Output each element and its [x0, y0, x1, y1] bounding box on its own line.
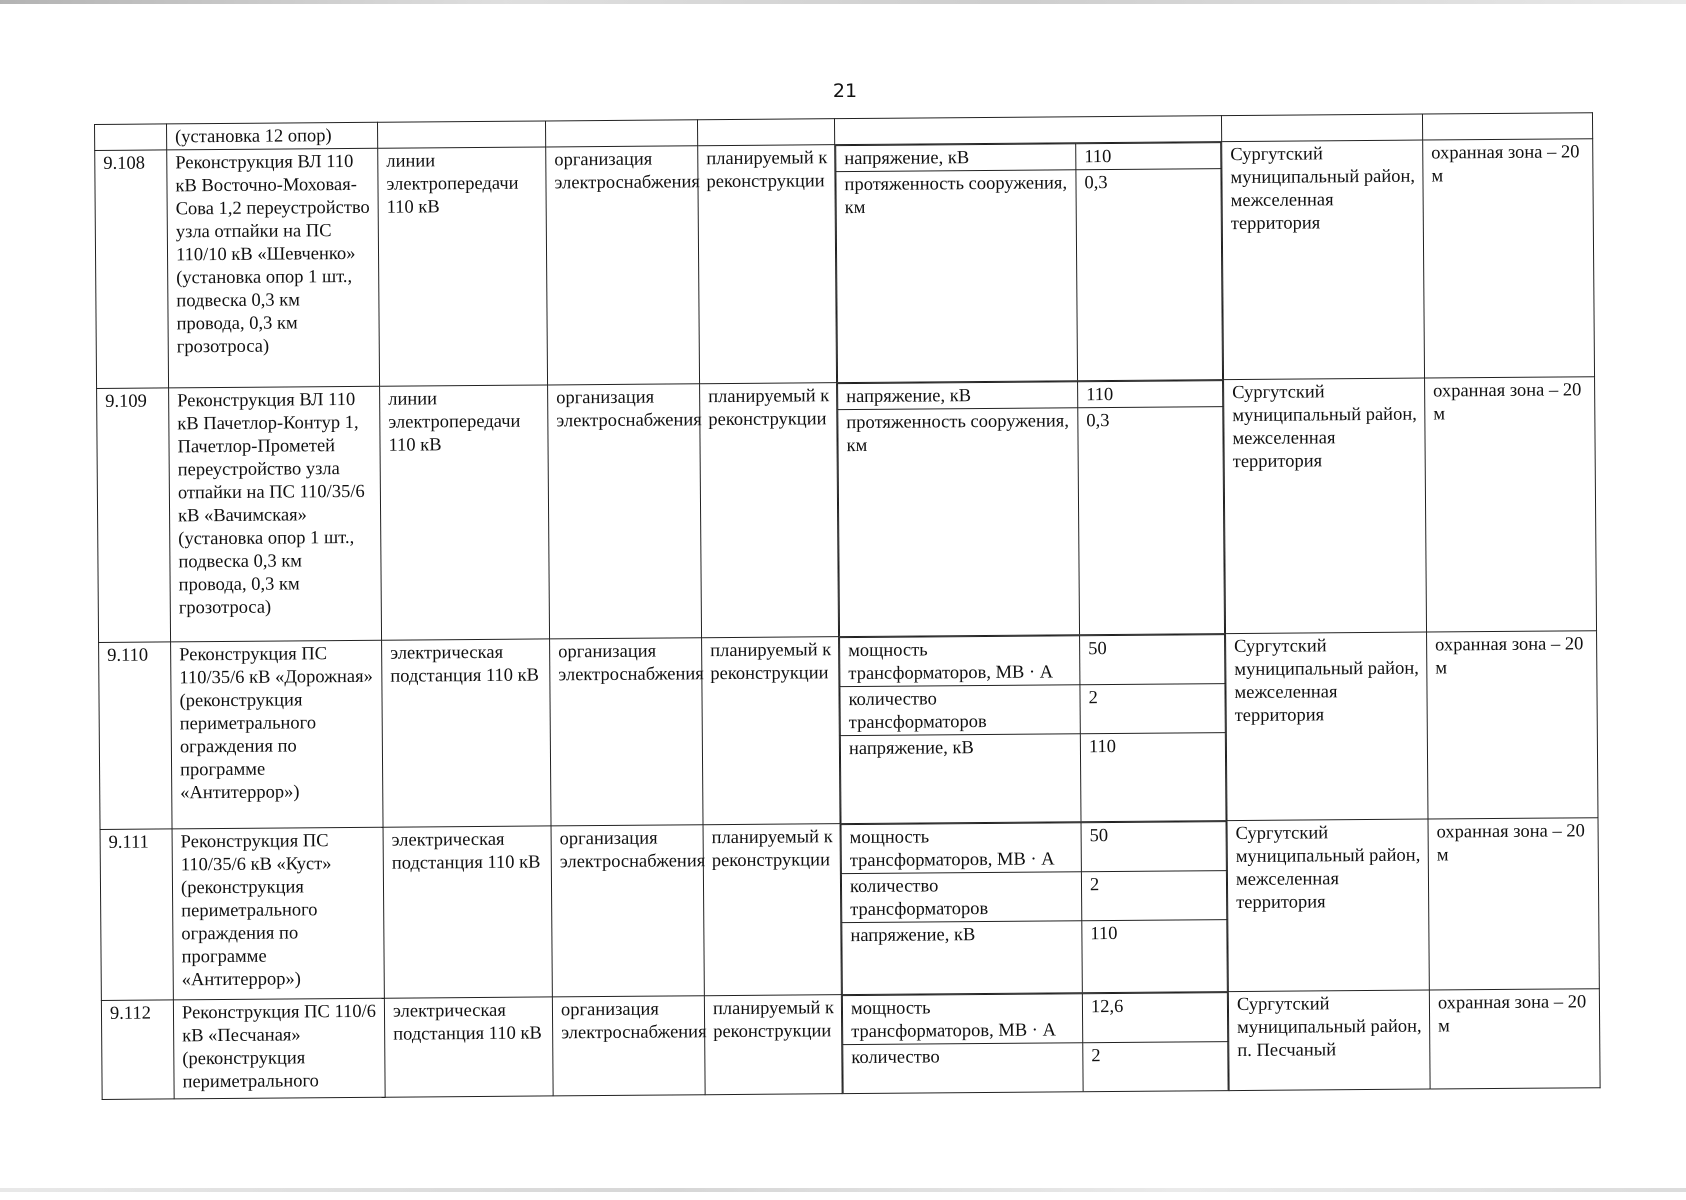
cell-status: [697, 119, 834, 146]
parameter-name: напряжение, кВ: [838, 382, 1078, 410]
cell-parameters: [834, 116, 1221, 145]
facilities-table: [94, 112, 1601, 1100]
cell-number: 9.112: [101, 1000, 174, 1100]
parameter-value: 110: [1076, 143, 1221, 170]
table-row: [100, 818, 1599, 1001]
scan-edge-top: [0, 0, 1686, 4]
cell-parameters: [841, 992, 1229, 1094]
parameter-value: 110: [1078, 381, 1223, 408]
parameter-value: 0,3: [1076, 169, 1223, 381]
cell-zone: охранная зона – 20 м: [1425, 377, 1597, 632]
parameter-row: [838, 381, 1223, 410]
cell-parameters: [835, 142, 1224, 383]
parameter-name: количество трансформаторов: [840, 685, 1080, 736]
parameter-value: 50: [1081, 822, 1226, 872]
parameters-subtable: [841, 821, 1228, 994]
cell-parameters: [837, 380, 1226, 637]
cell-zone: охранная зона – 20 м: [1427, 631, 1598, 819]
cell-type: электрическая подстанция 110 кВ: [384, 997, 553, 1097]
cell-name: Реконструкция ПС 110/35/6 кВ «Куст» (реконструкция периметрального ограждения по программе «Антитеррор»): [172, 827, 384, 1000]
parameter-name: количество: [843, 1043, 1083, 1093]
cell-parameters: [840, 821, 1228, 995]
parameters-subtable: [839, 634, 1226, 823]
cell-zone: охранная зона – 20 м: [1428, 818, 1599, 990]
cell-number: 9.110: [99, 642, 172, 830]
parameter-name: мощность трансформаторов, МВ · А: [840, 636, 1080, 687]
parameter-name: напряжение, кВ: [840, 734, 1081, 823]
cell-zone: [1422, 113, 1592, 140]
parameters-subtable: [837, 380, 1225, 636]
cell-name: Реконструкция ПС 110/35/6 кВ «Дорожная» (реконструкция периметрального ограждения по программе «Антитеррор»): [171, 640, 383, 829]
parameter-value: 110: [1082, 920, 1228, 993]
parameter-row: [836, 169, 1223, 383]
parameter-row: [840, 635, 1225, 687]
parameter-value: 12,6: [1082, 993, 1227, 1043]
cell-zone: охранная зона – 20 м: [1423, 139, 1595, 378]
parameters-subtable: [835, 142, 1223, 382]
scan-edge-bottom: [0, 1188, 1686, 1192]
cell-number: 9.109: [97, 388, 171, 643]
parameter-row: [838, 407, 1225, 637]
cell-type: электрическая подстанция 110 кВ: [382, 639, 551, 827]
parameter-value: 110: [1080, 733, 1226, 822]
parameter-row: [841, 871, 1226, 923]
cell-number: [95, 124, 167, 151]
parameter-name: напряжение, кВ: [836, 144, 1076, 172]
table-row: [101, 989, 1600, 1100]
parameter-row: [840, 733, 1226, 824]
page-number: 21: [832, 80, 858, 102]
cell-location: Сургутский муниципальный район, межселенная территория: [1227, 819, 1429, 992]
parameter-row: [841, 822, 1226, 874]
cell-type: линии электропередачи 110 кВ: [378, 147, 548, 386]
cell-purpose: организация электроснабжения: [551, 825, 704, 997]
cell-purpose: организация электроснабжения: [552, 996, 705, 1096]
parameter-value: 50: [1080, 635, 1225, 685]
parameter-value: 0,3: [1078, 407, 1225, 635]
cell-number: 9.108: [95, 150, 169, 389]
parameter-row: [842, 920, 1228, 995]
parameter-name: протяженность сооружения, км: [836, 170, 1078, 382]
parameter-name: напряжение, кВ: [842, 921, 1083, 994]
cell-location: [1221, 114, 1422, 142]
parameters-subtable: [842, 992, 1229, 1093]
cell-status: планируемый к реконструкции: [703, 824, 841, 996]
cell-status: планируемый к реконструкции: [700, 383, 839, 638]
cell-purpose: организация электроснабжения: [548, 384, 702, 639]
table-row: [97, 377, 1597, 643]
cell-parameters: [839, 634, 1227, 824]
cell-purpose: организация электроснабжения: [546, 146, 700, 385]
cell-number: 9.111: [100, 829, 173, 1001]
cell-purpose: организация электроснабжения: [550, 638, 703, 826]
parameter-row: [836, 143, 1221, 172]
cell-type: электрическая подстанция 110 кВ: [383, 826, 552, 998]
cell-zone: охранная зона – 20 м: [1429, 989, 1600, 1089]
parameter-row: [843, 1042, 1228, 1094]
table-row: [99, 631, 1598, 830]
table-row: [95, 139, 1595, 389]
cell-status: планируемый к реконструкции: [704, 995, 842, 1095]
cell-name: (установка 12 опор): [167, 122, 378, 150]
parameter-row: [842, 993, 1227, 1045]
parameter-value: 2: [1083, 1042, 1228, 1092]
cell-purpose: [545, 120, 697, 147]
parameter-name: мощность трансформаторов, МВ · А: [841, 823, 1081, 874]
cell-status: планируемый к реконструкции: [702, 637, 840, 825]
cell-type: [377, 121, 545, 148]
cell-status: планируемый к реконструкции: [698, 145, 837, 384]
parameter-value: 2: [1081, 871, 1226, 921]
cell-location: Сургутский муниципальный район, п. Песчаный: [1228, 990, 1430, 1091]
parameter-name: мощность трансформаторов, МВ · А: [842, 994, 1082, 1045]
cell-type: линии электропередачи 110 кВ: [380, 385, 550, 640]
cell-name: Реконструкция ВЛ 110 кВ Восточно-Моховая-Сова 1,2 переустройство узла отпайки на ПС 110/10 кВ «Шевченко» (установка опор 1 шт., подвеска 0,3 км провода, 0,3 км грозотроса): [167, 148, 380, 388]
cell-name: Реконструкция ВЛ 110 кВ Пачетлор-Контур 1, Пачетлор-Прометей переустройство узла отпайки на ПС 110/35/6 кВ «Вачимская» (установка опор 1 шт., подвеска 0,3 км провода, 0,3 км грозотроса): [169, 386, 382, 642]
parameter-value: 2: [1080, 684, 1225, 734]
cell-location: Сургутский муниципальный район, межселенная территория: [1226, 632, 1428, 821]
cell-location: Сургутский муниципальный район, межселенная территория: [1224, 378, 1427, 634]
parameter-name: протяженность сооружения, км: [838, 408, 1080, 636]
cell-location: Сургутский муниципальный район, межселенная территория: [1222, 140, 1425, 380]
parameter-row: [840, 684, 1225, 736]
cell-name: Реконструкция ПС 110/6 кВ «Песчаная» (реконструкция периметрального: [173, 998, 385, 1099]
parameter-name: количество трансформаторов: [841, 872, 1081, 923]
